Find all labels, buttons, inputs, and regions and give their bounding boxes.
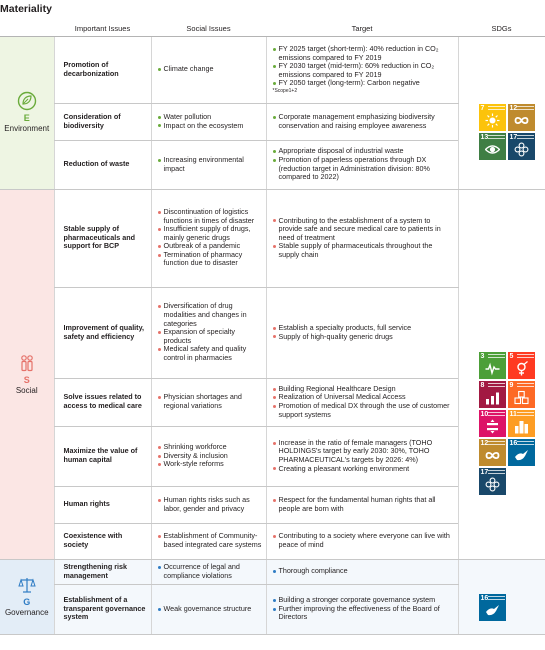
category-social	[0, 189, 54, 559]
list-item: Insufficient supply of drugs, mainly generic drugs	[158, 225, 263, 242]
table-row	[0, 36, 545, 103]
sdg-caption-lines	[488, 383, 505, 387]
list-item: Expansion of specialty products	[158, 328, 263, 345]
infinity-icon	[514, 113, 529, 128]
target-list	[273, 567, 455, 576]
important-issue: Consideration of biodiversity	[54, 103, 151, 140]
dove-icon	[514, 448, 529, 463]
category-governance	[0, 559, 54, 634]
equal-icon	[485, 419, 500, 434]
category-name: Environment	[4, 124, 50, 133]
list-item: Shrinking workforce	[158, 443, 263, 452]
sdg-caption-lines	[517, 135, 534, 139]
list-item: Weak governance structure	[158, 605, 263, 614]
social-issues-list	[158, 393, 263, 410]
important-issue: Reduction of waste	[54, 140, 151, 189]
sdg-number: 16	[480, 595, 489, 602]
important-issue: Stable supply of pharmaceuticals and support for BCP	[54, 189, 151, 287]
important-issue: Solve issues related to access to medical care	[54, 378, 151, 426]
list-item: Climate change	[158, 65, 263, 74]
list-item: Promotion of medical DX through the use of customer support systems	[273, 402, 455, 419]
target-list	[273, 217, 455, 260]
buildings-icon	[514, 419, 529, 434]
sdg-caption-lines	[488, 106, 505, 110]
category-environment	[0, 36, 54, 189]
list-item: FY 2025 target (short-term): 40% reduction in CO₂ emissions compared to FY 2019	[273, 45, 455, 62]
list-item: Respect for the fundamental human rights that all people are born with	[273, 496, 455, 513]
important-issue: Coexistence with society	[54, 523, 151, 559]
important-issue: Human rights	[54, 486, 151, 523]
list-item: Establishment of Community-based integrated care systems	[158, 532, 263, 549]
sdg-caption-lines	[488, 354, 505, 358]
list-item: Realization of Universal Medical Access	[273, 393, 455, 402]
sdg-caption-lines	[488, 441, 505, 445]
growth-chart-icon	[485, 390, 500, 405]
gender-icon	[514, 361, 529, 376]
target-list	[273, 147, 455, 181]
sdg-caption-lines	[517, 441, 534, 445]
sdgs-social	[458, 189, 545, 559]
social-issues-list	[158, 532, 263, 549]
sdg-number: 16	[509, 439, 518, 447]
people-icon	[17, 353, 37, 373]
social-issues-list	[158, 563, 263, 580]
target-list	[273, 596, 455, 622]
scales-icon	[17, 575, 37, 595]
sdg-16-tile	[479, 594, 506, 621]
list-item: Promotion of paperless operations through DX (reduction target in Administration division: 80% compared to 2022)	[273, 156, 455, 182]
header-important-issues: Important Issues	[54, 22, 151, 36]
sdg-number: 17	[480, 468, 489, 476]
dove-icon	[485, 603, 500, 618]
sdg-13-tile	[479, 133, 506, 160]
sdg-number: 10	[480, 410, 489, 418]
important-issue: Improvement of quality, safety and efficiency	[54, 287, 151, 378]
sdg-number: 3	[480, 352, 485, 360]
infinity-icon	[485, 448, 500, 463]
list-item: Physician shortages and regional variations	[158, 393, 263, 410]
header-category	[0, 22, 54, 36]
social-issues-list	[158, 208, 263, 268]
social-issues-list	[158, 302, 263, 362]
sdg-11-tile	[508, 410, 535, 437]
sdg-17-tile	[479, 468, 506, 495]
sdg-caption-lines	[517, 383, 534, 387]
flower-ring-icon	[514, 142, 529, 157]
social-issues-list	[158, 156, 263, 173]
social-issues-list	[158, 605, 263, 614]
sdg-number: 8	[480, 381, 485, 389]
sdg-number: 9	[509, 381, 514, 389]
scope-note: *Scope1+2	[272, 87, 298, 94]
list-item: Establish a specialty products, full service	[273, 324, 455, 333]
important-issue: Strengthening risk management	[54, 559, 151, 584]
list-item: Contributing to the establishment of a system to provide safe and secure medical care to patients in need of treatment	[273, 217, 455, 243]
page-title: Materiality	[0, 3, 52, 15]
list-item: Water pollution	[158, 113, 263, 122]
important-issue: Maximize the value of human capital	[54, 426, 151, 486]
sdg-number: 5	[509, 352, 514, 360]
sdg-12-tile	[479, 439, 506, 466]
list-item: Further improving the effectiveness of the Board of Directors	[273, 605, 455, 622]
table-row	[0, 559, 545, 584]
sdg-number: 12	[480, 439, 489, 447]
important-issue: Establishment of a transparent governance system	[54, 584, 151, 634]
table-row	[0, 189, 545, 287]
target-list	[273, 496, 455, 513]
sun-icon	[485, 113, 500, 128]
category-letter: G	[23, 597, 31, 608]
sdg-number: 11	[509, 410, 517, 418]
sdgs-governance	[458, 559, 545, 634]
sdg-caption-lines	[517, 354, 534, 358]
list-item: Corporate management emphasizing biodiversity conservation and raising employee awareness	[273, 113, 455, 130]
eye-globe-icon	[485, 142, 500, 157]
list-item: Supply of high-quality generic drugs	[273, 333, 455, 342]
sdgs-environment	[458, 36, 545, 189]
list-item: Medical safety and quality control in pharmacies	[158, 345, 263, 362]
list-item: Building Regional Healthcare Design	[273, 385, 455, 394]
header-target: Target	[266, 22, 458, 36]
list-item: Building a stronger corporate governance system	[273, 596, 455, 605]
sdg-caption-lines	[488, 135, 505, 139]
category-name: Governance	[4, 608, 49, 617]
important-issue: Promotion of decarbonization	[54, 36, 151, 103]
list-item: FY 2050 target (long-term): Carbon negative	[273, 79, 455, 88]
sdg-number: 17	[509, 133, 518, 141]
target-list	[273, 45, 455, 88]
target-list	[273, 439, 455, 473]
sdg-9-tile	[508, 381, 535, 408]
social-issues-list	[158, 65, 263, 74]
social-issues-list	[158, 113, 263, 130]
header-social-issues: Social Issues	[151, 22, 266, 36]
cubes-icon	[514, 390, 529, 405]
list-item: Outbreak of a pandemic	[158, 242, 263, 251]
table-header-row	[0, 22, 545, 36]
sdg-number: 7	[480, 104, 485, 112]
list-item: Diversification of drug modalities and changes in categories	[158, 302, 263, 328]
target-list	[273, 532, 455, 549]
category-name: Social	[15, 385, 38, 395]
target-list	[273, 113, 455, 130]
sdg-caption-lines	[517, 106, 534, 110]
header-sdgs: SDGs	[458, 22, 545, 36]
list-item: Termination of pharmacy function due to disaster	[158, 251, 263, 268]
list-item: Work-style reforms	[158, 460, 263, 469]
list-item: Increase in the ratio of female managers (TOHO HOLDINGS's target by early 2030: 30%, TOHO PHARMACEUTICAL's targets by 2026: 4%)	[273, 439, 455, 465]
sdg-caption-lines	[488, 412, 505, 416]
category-letter: E	[23, 113, 30, 124]
heartbeat-icon	[485, 361, 500, 376]
list-item: Increasing environmental impact	[158, 156, 263, 173]
category-letter: S	[23, 374, 30, 385]
list-item: Stable supply of pharmaceuticals throughout the supply chain	[273, 242, 455, 259]
social-issues-list	[158, 496, 263, 513]
target-list	[273, 385, 455, 419]
materiality-table	[0, 22, 545, 635]
globe-leaf-icon	[17, 91, 37, 111]
social-issues-list	[158, 443, 263, 469]
sdg-caption-lines	[488, 470, 505, 474]
sdg-7-tile	[479, 104, 506, 131]
sdg-12-tile	[508, 104, 535, 131]
sdg-3-tile	[479, 352, 506, 379]
sdg-caption-lines	[488, 596, 505, 600]
list-item: Appropriate disposal of industrial waste	[273, 147, 455, 156]
sdg-16-tile	[508, 439, 535, 466]
sdg-17-tile	[508, 133, 535, 160]
sdg-8-tile	[479, 381, 506, 408]
list-item: Thorough compliance	[273, 567, 455, 576]
list-item: FY 2030 target (mid-term): 60% reduction in CO₂ emissions compared to FY 2019	[273, 62, 455, 79]
list-item: Diversity & inclusion	[158, 452, 263, 461]
flower-ring-icon	[485, 477, 500, 492]
sdg-10-tile	[479, 410, 506, 437]
list-item: Human rights risks such as labor, gender and privacy	[158, 496, 263, 513]
sdg-number: 12	[509, 104, 518, 112]
list-item: Creating a pleasant working environment	[273, 465, 455, 474]
list-item: Contributing to a society where everyone can live with peace of mind	[273, 532, 455, 549]
sdg-caption-lines	[517, 412, 534, 416]
list-item: Discontinuation of logistics functions in times of disaster	[158, 208, 263, 225]
list-item: Occurrence of legal and compliance violations	[158, 563, 263, 580]
target-list	[273, 324, 455, 341]
sdg-5-tile	[508, 352, 535, 379]
list-item: Impact on the ecosystem	[158, 122, 263, 131]
sdg-number: 13	[480, 133, 489, 141]
